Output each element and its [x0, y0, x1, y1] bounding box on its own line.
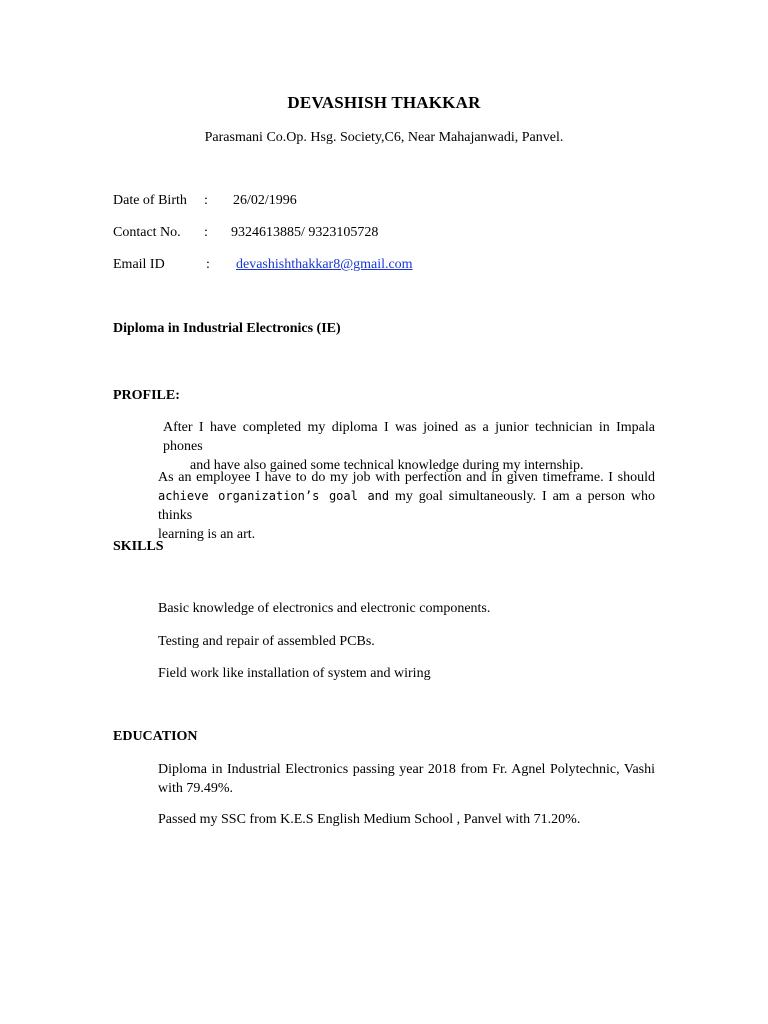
- skill-item: Testing and repair of assembled PCBs.: [158, 634, 375, 649]
- education-heading: EDUCATION: [113, 729, 198, 744]
- email-link[interactable]: devashishthakkar8@gmail.com: [236, 257, 413, 272]
- contact-colon: :: [204, 225, 208, 240]
- profile-paragraph-2: [158, 468, 655, 544]
- skill-item: Field work like installation of system and wiring: [158, 666, 431, 681]
- profile-paragraph-1: [158, 418, 655, 475]
- skills-heading: SKILLS: [113, 539, 164, 554]
- profile-p2-line2: [158, 487, 655, 525]
- education-paragraph-2: Passed my SSC from K.E.S English Medium School , Panvel with 71.20%.: [158, 812, 581, 827]
- profile-p1-line1: After I have completed my diploma I was joined as a junior technician in Impala phones: [163, 420, 655, 454]
- profile-heading: PROFILE:: [113, 388, 180, 403]
- profile-p1-line2: and have also gained some technical knowledge during my internship.: [190, 458, 584, 473]
- candidate-name: DEVASHISH THAKKAR: [287, 93, 481, 112]
- contact-label: Contact No.: [113, 225, 181, 240]
- dob-label: Date of Birth: [113, 193, 187, 208]
- contact-value: 9324613885/ 9323105728: [231, 225, 379, 240]
- email-colon: :: [206, 257, 210, 272]
- candidate-address: Parasmani Co.Op. Hsg. Society,C6, Near Mahajanwadi, Panvel.: [204, 130, 564, 145]
- email-label: Email ID: [113, 257, 165, 272]
- education-p1-line1: Diploma in Industrial Electronics passing year 2018 from Fr. Agnel Polytechnic, Vashi: [158, 762, 655, 777]
- profile-p2-line3: learning is an art.: [158, 527, 256, 542]
- education-p1-line2: with 79.49%.: [158, 781, 234, 796]
- profile-p2-line1: As an employee I have to do my job with perfection and in given timeframe. I should: [158, 470, 655, 485]
- skill-item: Basic knowledge of electronics and electronic components.: [158, 601, 491, 616]
- education-paragraph-1: [158, 760, 655, 798]
- dob-value: 26/02/1996: [233, 193, 297, 208]
- profile-p2-line2-part-a: achieve organization’s goal and: [158, 489, 390, 503]
- dob-colon: :: [204, 193, 208, 208]
- qualification-title: Diploma in Industrial Electronics (IE): [113, 321, 341, 336]
- profile-p2-line2-part-b: my goal simultaneously. I am a person who thinks: [158, 489, 655, 523]
